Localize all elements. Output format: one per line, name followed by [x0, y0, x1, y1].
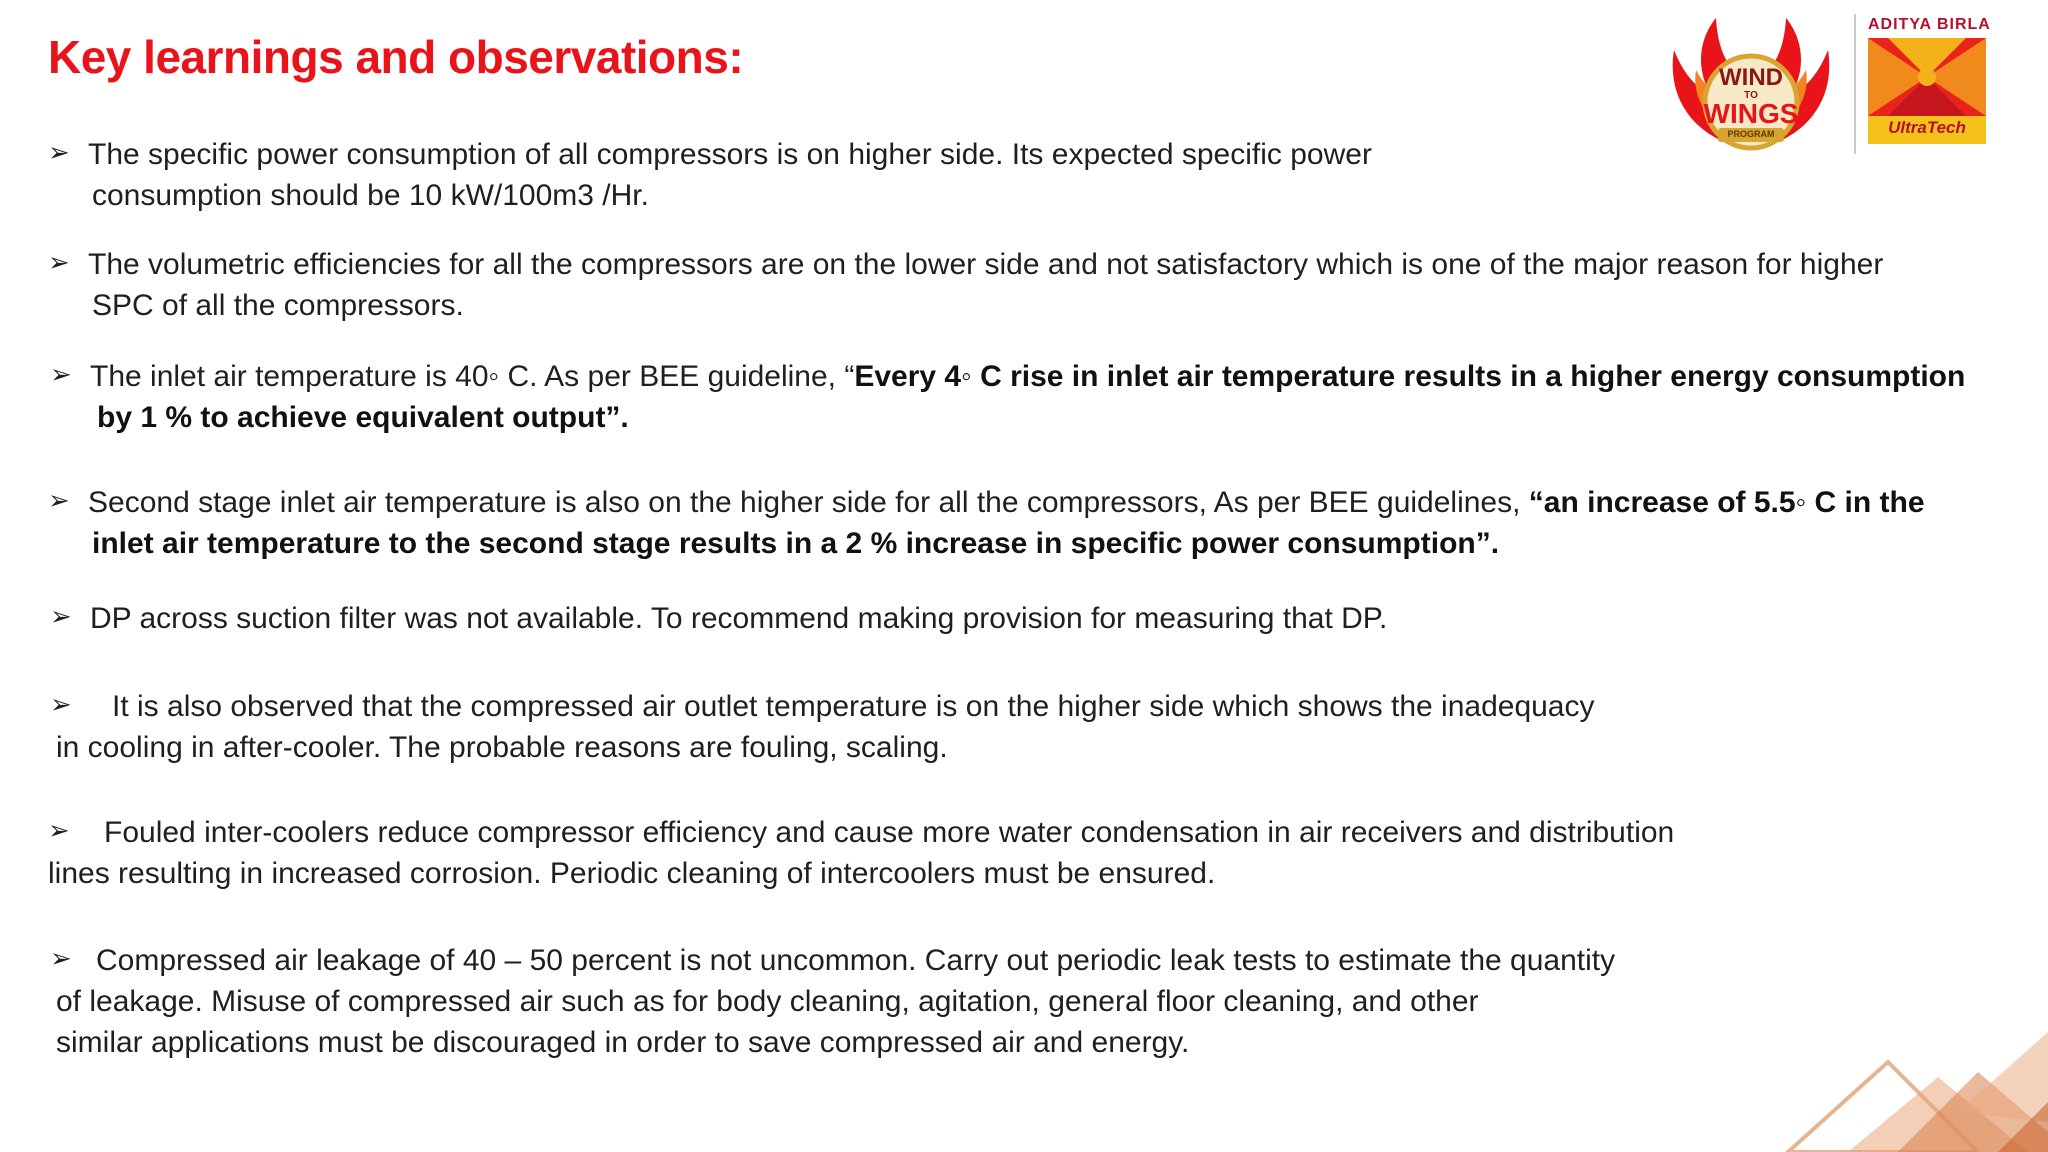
- aditya-birla-wordmark: ADITYA BIRLA: [1868, 16, 1991, 33]
- bullet-text-line: Compressed air leakage of 40 – 50 percent is not uncommon. Carry out periodic leak tests to estimate the quantity: [96, 944, 1616, 977]
- bullet-text-line: The specific power consumption of all compressors is on higher side. Its expected specific power: [88, 138, 1372, 171]
- bullet-text-line: The inlet air temperature is 40◦ C. As per BEE guideline, “: [90, 360, 855, 393]
- arrow-bullet-icon: ➢: [50, 943, 72, 973]
- ultratech-wordmark: UltraTech: [1888, 118, 1966, 137]
- bullet-emphasis: inlet air temperature to the second stage results in a 2 % increase in specific power consumption”.: [92, 527, 1500, 560]
- arrow-bullet-icon: ➢: [48, 247, 70, 277]
- bullet-text-line: It is also observed that the compressed air outlet temperature is on the higher side which shows the inadequacy: [112, 690, 1595, 723]
- bullet-text-line: consumption should be 10 kW/100m3 /Hr.: [92, 179, 649, 212]
- list-item: [50, 940, 1615, 1063]
- bullet-text-line: in cooling in after-cooler. The probable reasons are fouling, scaling.: [56, 731, 948, 764]
- arrow-bullet-icon: ➢: [48, 485, 70, 515]
- bullet-text-line: of leakage. Misuse of compressed air such as for body cleaning, agitation, general floor cleaning, and other: [56, 985, 1479, 1018]
- list-item: [50, 598, 1387, 639]
- bullet-emphasis: by 1 % to achieve equivalent output”.: [97, 401, 629, 434]
- bullet-text-line: The volumetric efficiencies for all the compressors are on the lower side and not satisfactory which is one of the major reason for higher: [88, 248, 1884, 281]
- arrow-bullet-icon: ➢: [50, 689, 72, 719]
- wind-to-wings-badge: [1656, 10, 1846, 160]
- badge-ribbon: PROGRAM: [1727, 129, 1775, 139]
- badge-word-1: WIND: [1719, 64, 1783, 91]
- bullet-text-line: Second stage inlet air temperature is also on the higher side for all the compressors, As per BEE guidelines,: [88, 486, 1529, 519]
- corner-decoration: [1728, 992, 2048, 1152]
- bullet-emphasis: “an increase of 5.5◦ C in the: [1528, 486, 1925, 519]
- logo-area: [1656, 10, 2016, 160]
- bullet-text-line: Fouled inter-coolers reduce compressor efficiency and cause more water condensation in air receivers and distribution: [104, 816, 1675, 849]
- badge-word-3: WINGS: [1703, 98, 1799, 129]
- list-item: [48, 482, 1925, 564]
- list-item: [50, 686, 1595, 768]
- list-item: [48, 134, 1372, 216]
- badge-word-2: TO: [1744, 90, 1758, 101]
- bullet-text-line: SPC of all the compressors.: [92, 289, 464, 322]
- bullet-emphasis: Every 4◦ C rise in inlet air temperature results in a higher energy consumption: [854, 360, 1966, 393]
- bullet-text-line: lines resulting in increased corrosion. Periodic cleaning of intercoolers must be ensured.: [48, 857, 1216, 890]
- list-item: [48, 812, 1674, 894]
- bullet-text-line: DP across suction filter was not available. To recommend making provision for measuring that DP.: [90, 602, 1388, 635]
- arrow-bullet-icon: ➢: [48, 137, 70, 167]
- list-item: [48, 244, 1883, 326]
- list-item: [50, 356, 1965, 438]
- arrow-bullet-icon: ➢: [48, 815, 70, 845]
- bullet-text-line: similar applications must be discouraged in order to save compressed air and energy.: [56, 1026, 1190, 1059]
- arrow-bullet-icon: ➢: [50, 359, 72, 389]
- slide-title: Key learnings and observations:: [48, 31, 744, 83]
- logo-divider: [1854, 14, 1856, 154]
- arrow-bullet-icon: ➢: [50, 601, 72, 631]
